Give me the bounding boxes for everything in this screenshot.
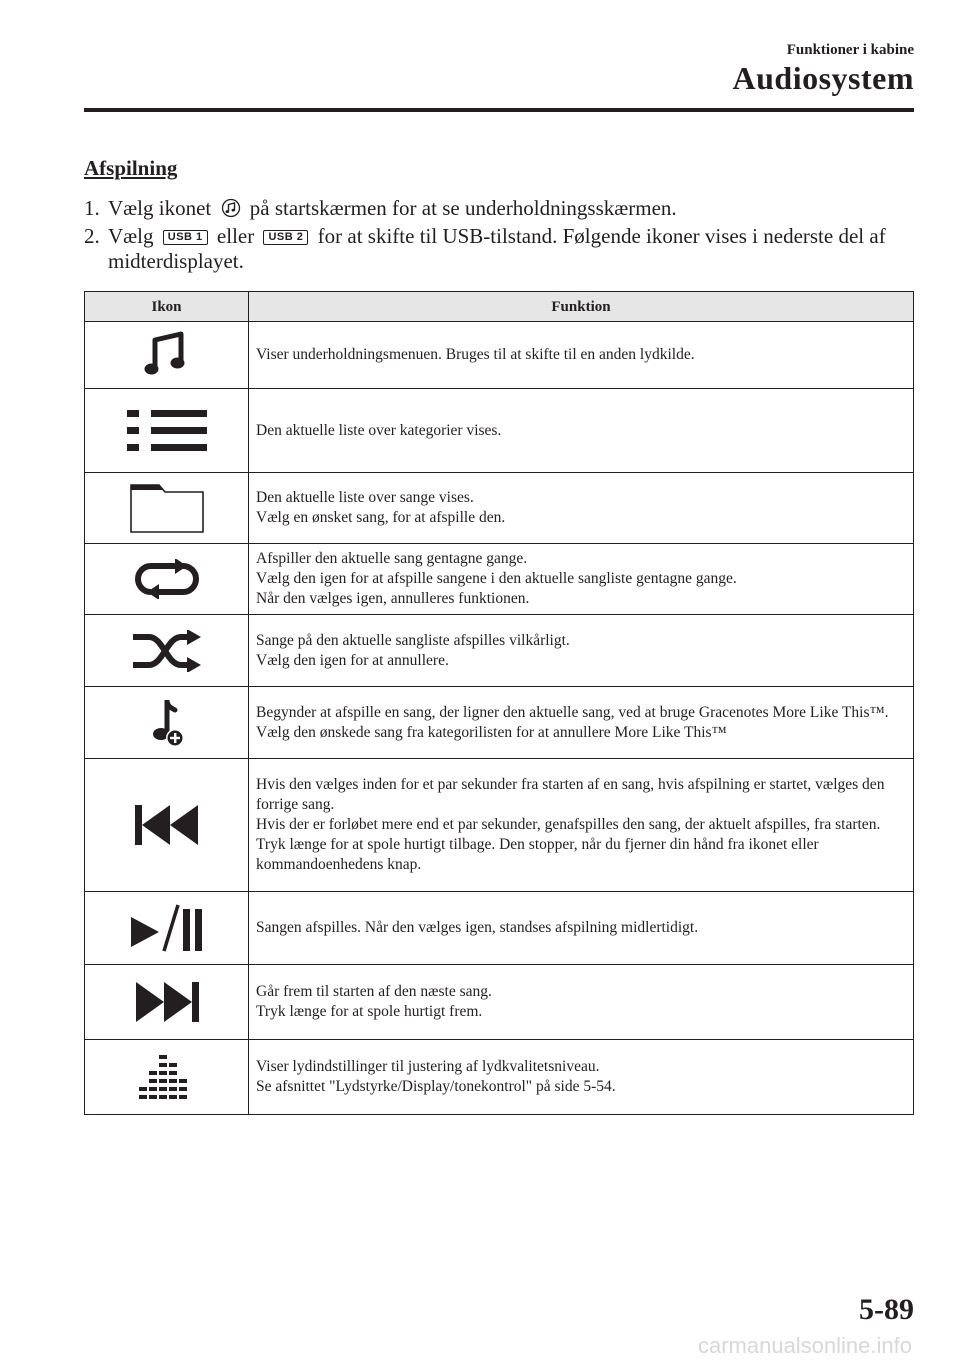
description-cell — [249, 615, 914, 687]
step-1 — [84, 196, 924, 224]
icon-cell — [85, 759, 249, 892]
table-row — [85, 892, 914, 965]
step-text — [108, 196, 924, 224]
next-track-icon — [135, 982, 199, 1022]
more-like-this-icon — [147, 696, 187, 750]
description-line: Vælg den igen for at annullere. — [256, 651, 449, 669]
icon-cell — [85, 389, 249, 473]
description-line: Hvis der er forløbet mere end et par sekunder, genafspilles den sang, der aktuelt afspilles, fra starten. — [256, 816, 881, 833]
step-2-text-before: Vælg — [108, 224, 154, 248]
icon-function-table — [84, 291, 914, 1115]
description-cell — [249, 389, 914, 473]
music-note-circle-icon — [221, 198, 241, 224]
instruction-steps — [84, 196, 924, 274]
table-row — [85, 1040, 914, 1115]
previous-track-icon — [135, 805, 199, 845]
description-line: Tryk længe for at spole hurtigt frem. — [256, 1003, 483, 1020]
header-section-label: Funktioner i kabine — [786, 42, 914, 58]
music-note-icon — [143, 330, 191, 380]
step-text — [108, 224, 924, 274]
step-2-text-after: for at skifte til USB-tilstand. Følgende ikoner vises i nederste del af midterdisplayet. — [108, 224, 886, 273]
table-header-row — [85, 292, 914, 322]
watermark: carmanualsonline.info — [697, 1333, 912, 1358]
column-header-icon: Ikon — [85, 292, 249, 322]
icon-cell — [85, 1040, 249, 1115]
description-line: Se afsnittet "Lydstyrke/Display/tonekontrol" på side 5-54. — [256, 1078, 616, 1095]
description-cell — [249, 1040, 914, 1115]
step-2-text-middle: eller — [216, 224, 255, 248]
description-line: Afspiller den aktuelle sang gentagne gange. — [256, 550, 528, 567]
table-row — [85, 544, 914, 615]
description-cell — [249, 759, 914, 892]
description-line: Når den vælges igen, annulleres funktionen. — [256, 590, 530, 607]
description-cell — [249, 892, 914, 965]
icon-cell — [85, 473, 249, 544]
list-icon — [127, 408, 207, 454]
step-2 — [84, 224, 924, 274]
folder-icon — [129, 482, 205, 534]
page-number: 5-89 — [859, 1293, 914, 1326]
description-line: Sangen afspilles. Når den vælges igen, standses afspilning midlertidigt. — [256, 919, 699, 936]
section-heading: Afspilning — [84, 156, 178, 180]
description-line: Går frem til starten af den næste sang. — [256, 983, 492, 1000]
table-row — [85, 322, 914, 389]
icon-cell — [85, 892, 249, 965]
icon-cell — [85, 322, 249, 389]
icon-cell — [85, 615, 249, 687]
description-cell — [249, 687, 914, 759]
description-line: Tryk længe for at spole hurtigt tilbage. Den stopper, når du fjerner din hånd fra ikonet eller kommandoenhedens knap. — [256, 836, 819, 873]
icon-cell — [85, 544, 249, 615]
step-1-text-before: Vælg ikonet — [108, 196, 212, 220]
description-line: Begynder at afspille en sang, der ligner den aktuelle sang, ved at bruge Gracenotes More Like This™. Vælg den ønskede sang fra kategorilisten for at annullere More Like This™ — [256, 703, 889, 741]
description-line: Viser lydindstillinger til justering af lydkvalitetsniveau. — [256, 1058, 600, 1075]
table-row — [85, 389, 914, 473]
table-row — [85, 615, 914, 687]
step-number: 2. — [84, 224, 100, 248]
repeat-icon — [135, 559, 199, 599]
description-line: Vælg den igen for at afspille sangene i den aktuelle sangliste gentagne gange. — [256, 570, 737, 587]
equalizer-icon — [139, 1053, 195, 1101]
description-line: Hvis den vælges inden for et par sekunder fra starten af en sang, hvis afspilning er startet, vælges den forrige sang. — [256, 776, 885, 813]
description-line: Viser underholdningsmenuen. Bruges til at skifte til en anden lydkilde. — [256, 346, 695, 363]
description-cell — [249, 473, 914, 544]
step-number: 1. — [84, 196, 100, 220]
table-row — [85, 965, 914, 1040]
page-title: Audiosystem — [732, 60, 914, 96]
column-header-function: Funktion — [249, 292, 914, 322]
description-cell — [249, 322, 914, 389]
icon-cell — [85, 965, 249, 1040]
description-line: Vælg en ønsket sang, for at afspille den. — [256, 509, 506, 526]
description-line: Sange på den aktuelle sangliste afspilles vilkårligt. — [256, 631, 570, 649]
description-cell — [249, 544, 914, 615]
description-line: Den aktuelle liste over kategorier vises. — [256, 421, 502, 439]
icon-cell — [85, 687, 249, 759]
table-row — [85, 687, 914, 759]
play-pause-icon — [129, 903, 205, 953]
header-divider — [84, 108, 914, 112]
description-cell — [249, 965, 914, 1040]
shuffle-icon — [131, 630, 203, 672]
usb1-button[interactable]: USB 1 — [163, 230, 208, 245]
usb2-button[interactable]: USB 2 — [263, 230, 308, 245]
table-row — [85, 759, 914, 892]
step-1-text-after: på startskærmen for at se underholdningsskærmen. — [249, 196, 677, 220]
description-line: Den aktuelle liste over sange vises. — [256, 489, 474, 506]
table-row — [85, 473, 914, 544]
